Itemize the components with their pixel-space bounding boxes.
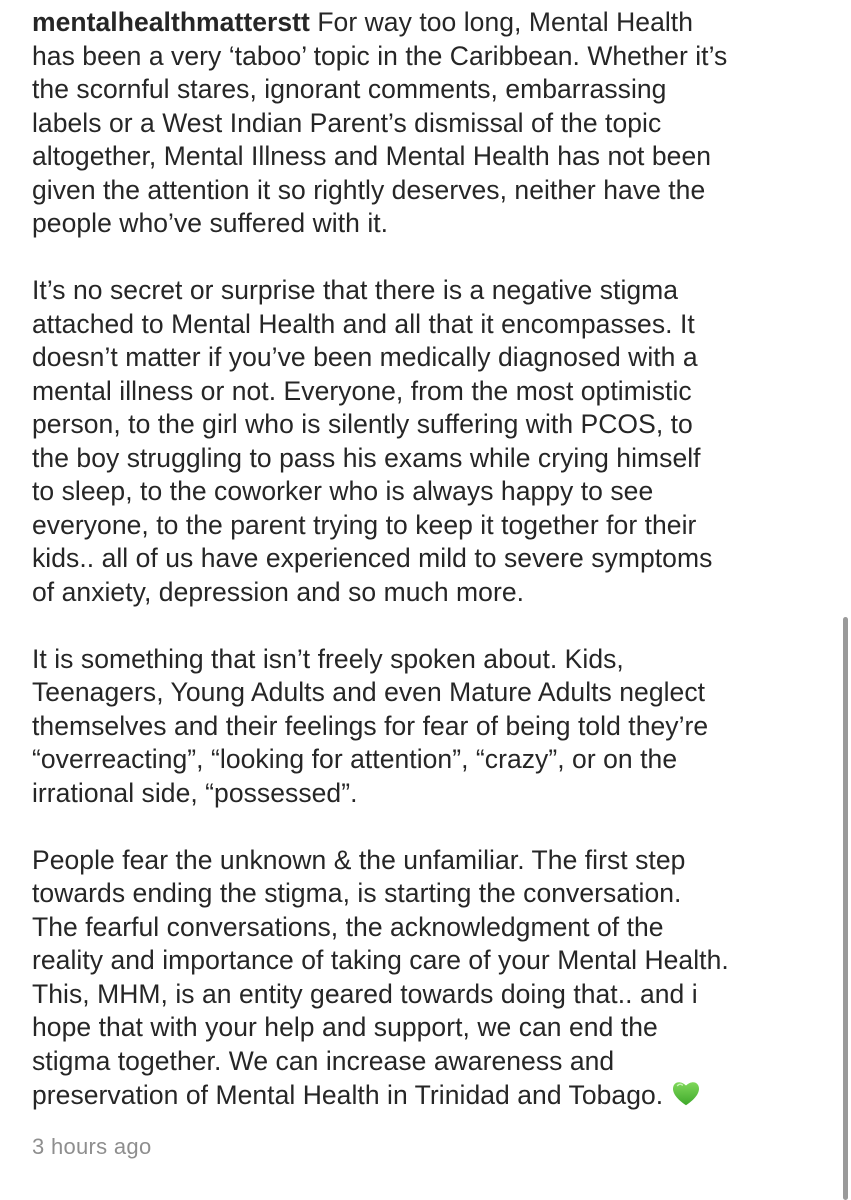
caption-text-4: People fear the unknown & the unfamiliar. The first step towards ending the stigma, is starting the conversation. The fearful conversations, the acknowledgment of the reality and importance of taking care of your Mental Health. This, MHM, is an entity geared towards doing that.. and i hope that with your help and support, we can end the stigma together. We can increase awareness and preservation of Mental Health in Trinidad and Tobago. (32, 844, 729, 1110)
caption-text-1: For way too long, Mental Health has been a very ‘taboo’ topic in the Caribbean. Whether it’s the scornful stares, ignorant comments, embarrassing labels or a West Indian Parent’s dismissal of the topic altogether, Mental Illness and Mental Health has not been given the attention it so rightly deserves, neither have the people who’ve suffered with it. (32, 7, 728, 238)
caption-paragraph-4 (32, 844, 832, 1113)
caption-paragraph-2: It’s no secret or surprise that there is a negative stigma attached to Mental Health and all that it encompasses. It doesn’t matter if you’ve been medically diagnosed with a mental illness or not. Everyone, from the most optimistic person, to the girl who is silently suffering with PCOS, to the boy struggling to pass his exams while crying himself to sleep, to the coworker who is always happy to see everyone, to the parent trying to keep it together for their kids.. all of us have experienced mild to severe symptoms of anxiety, depression and so much more. (32, 275, 713, 607)
scrollbar[interactable] (843, 617, 848, 1200)
caption-paragraph-3: It is something that isn’t freely spoken about. Kids, Teenagers, Young Adults and even Mature Adults neglect themselves and their feelings for fear of being told they’re “overreacting”, “looking for attention”, “crazy”, or on the irrational side, “possessed”. (32, 643, 709, 808)
green-heart-icon (671, 1078, 701, 1108)
username-link[interactable]: mentalhealthmatterstt (32, 7, 310, 37)
caption-paragraph-1 (32, 6, 832, 241)
post-timestamp: 3 hours ago (32, 1134, 152, 1159)
post-caption (32, 6, 832, 1113)
